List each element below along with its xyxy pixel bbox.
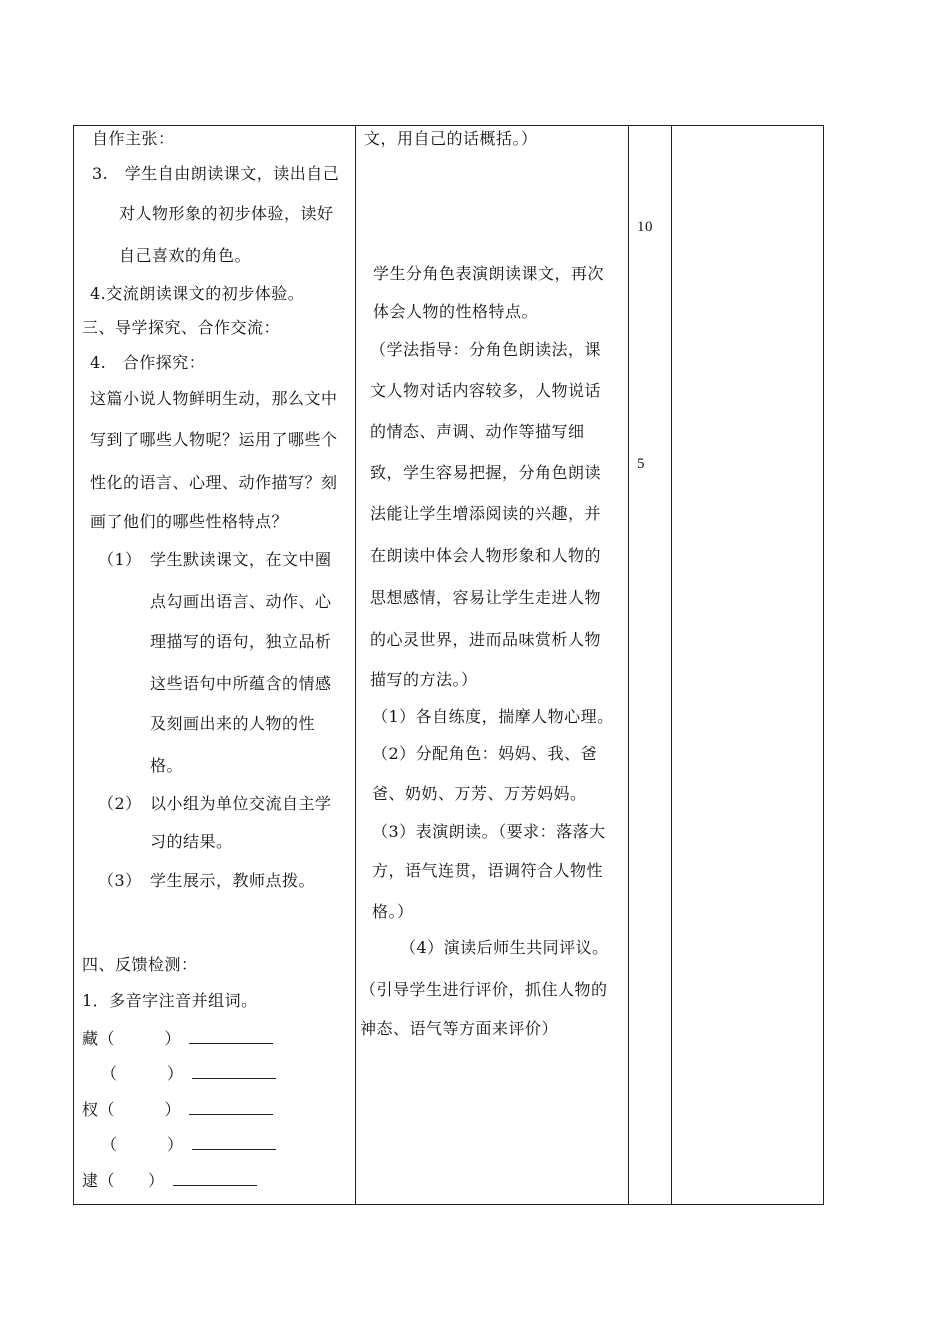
section-heading: 四、反馈检测：: [82, 955, 198, 974]
text-line: 画了他们的哪些性格特点？: [90, 512, 289, 531]
text-line: 在朗读中体会人物形象和人物的: [370, 546, 602, 565]
list-marker: （2）: [98, 794, 142, 813]
text-line: 对人物形象的初步体验，读好: [119, 204, 334, 223]
text-line: 4. 合作探究：: [90, 353, 206, 372]
text-line: 致，学生容易把握，分角色朗读: [370, 463, 602, 482]
time-value: 5: [637, 456, 645, 472]
text-line: 这篇小说人物鲜明生动，那么文中: [90, 389, 338, 408]
exercise-line: （ ）: [101, 1135, 276, 1155]
text-line: 自作主张：: [92, 129, 175, 148]
text-line: 文，用自己的话概括。）: [364, 129, 538, 148]
text-line: 学生展示，教师点拨。: [150, 871, 316, 890]
text-line: 写到了哪些人物呢？运用了哪些个: [90, 430, 338, 449]
answer-blank: [189, 1100, 273, 1115]
column-divider: [355, 126, 356, 1204]
text-line: 学生默读课文，在文中圈: [150, 550, 332, 569]
answer-blank: [192, 1135, 276, 1150]
column-divider: [628, 126, 629, 1204]
text-line: 法能让学生增添阅读的兴趣，并: [370, 504, 602, 523]
section-heading: 三、导学探究、合作交流：: [82, 318, 281, 337]
text-line: （1）各自练度，揣摩人物心理。: [372, 707, 614, 726]
text-line: （3）表演朗读。（要求：落落大: [372, 822, 606, 841]
list-marker: （3）: [98, 871, 142, 890]
text-line: 爸、奶奶、万芳、万芳妈妈。: [372, 784, 587, 803]
text-line: 思想感情，容易让学生走进人物: [370, 588, 602, 607]
exercise-line: （ ）: [101, 1064, 276, 1084]
text-line: 及刻画出来的人物的性: [150, 714, 316, 733]
text-line: （4）演读后师生共同评议。: [400, 938, 609, 957]
text-line: 描写的方法。）: [370, 670, 478, 689]
text-line: 格。: [150, 756, 184, 775]
text-line: 性化的语言、心理、动作描写？刻: [90, 473, 338, 492]
text-line: 3. 学生自由朗读课文，读出自己: [92, 164, 340, 183]
text-line: 1．多音字注音并组词。: [82, 991, 258, 1010]
text-line: 这些语句中所蕴含的情感: [150, 674, 332, 693]
text-line: 学生分角色表演朗读课文，再次: [373, 264, 605, 283]
list-marker: （1）: [98, 550, 142, 569]
text-line: （2）分配角色：妈妈、我、爸: [372, 744, 598, 763]
text-line: 理描写的语句，独立品析: [150, 632, 332, 651]
text-line: 点勾画出语言、动作、心: [150, 592, 332, 611]
text-line: 神态、语气等方面来评价）: [360, 1019, 559, 1038]
text-line: 文人物对话内容较多，人物说话: [370, 381, 602, 400]
time-value: 10: [637, 219, 653, 235]
answer-blank: [173, 1171, 257, 1186]
column-divider: [671, 126, 672, 1204]
exercise-line: 逮（ ）: [82, 1171, 257, 1191]
text-line: 的心灵世界，进而品味赏析人物: [370, 630, 602, 649]
text-line: 的情态、声调、动作等描写细: [370, 422, 585, 441]
text-line: 以小组为单位交流自主学: [150, 794, 332, 813]
exercise-line: 杈（ ）: [82, 1100, 273, 1120]
exercise-line: 藏（ ）: [82, 1029, 273, 1049]
answer-blank: [189, 1029, 273, 1044]
text-line: 4.交流朗读课文的初步体验。: [90, 284, 305, 303]
text-line: （引导学生进行评价，抓住人物的: [360, 980, 608, 999]
text-line: 格。）: [372, 902, 414, 921]
text-line: 自己喜欢的角色。: [119, 246, 252, 265]
text-line: 方，语气连贯，语调符合人物性: [372, 861, 604, 880]
text-line: （学法指导：分角色朗读法，课: [370, 340, 602, 359]
text-line: 习的结果。: [150, 832, 233, 851]
text-line: 体会人物的性格特点。: [373, 302, 539, 321]
answer-blank: [192, 1064, 276, 1079]
